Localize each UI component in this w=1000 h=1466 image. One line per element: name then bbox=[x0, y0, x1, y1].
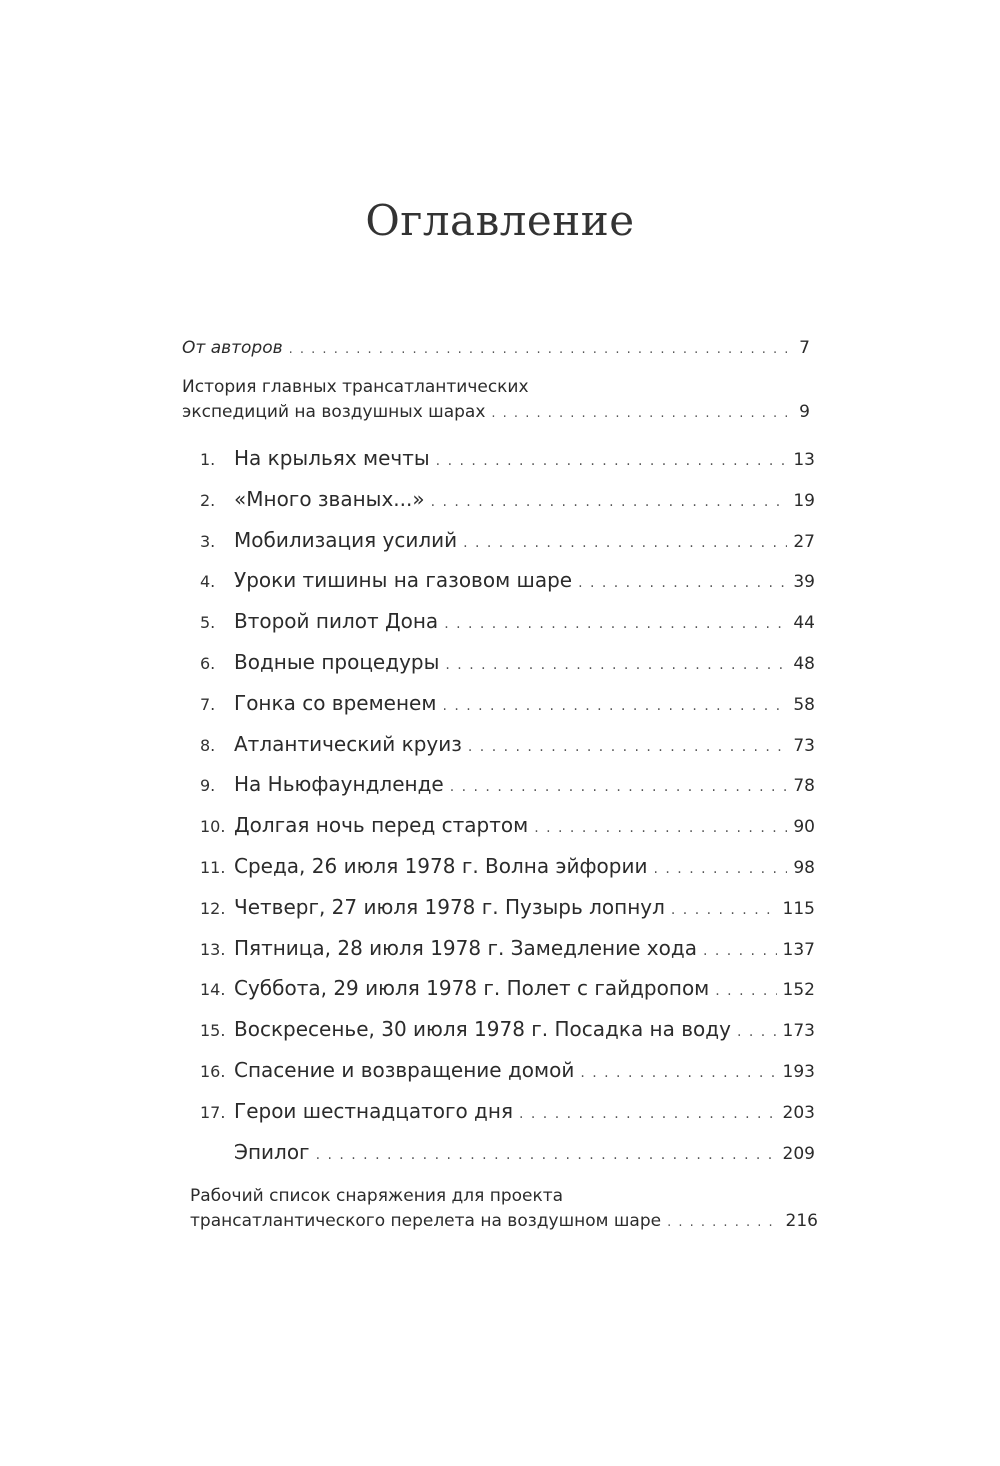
toc-page-number: 216 bbox=[785, 1211, 818, 1231]
chapter-number: 7. bbox=[200, 695, 216, 714]
dot-leader bbox=[445, 657, 787, 673]
toc-chapter-entry[interactable] bbox=[200, 976, 815, 1000]
chapter-number: 5. bbox=[200, 613, 216, 632]
dot-leader bbox=[468, 739, 787, 755]
toc-chapter-entry[interactable] bbox=[200, 1017, 815, 1041]
toc-page-number: 173 bbox=[782, 1021, 815, 1041]
toc-chapter-entry[interactable] bbox=[200, 895, 815, 919]
chapter-title: Воскресенье, 30 июля 1978 г. Посадка на воду bbox=[234, 1017, 731, 1041]
dot-leader bbox=[534, 820, 787, 836]
chapter-title: Четверг, 27 июля 1978 г. Пузырь лопнул bbox=[234, 895, 665, 919]
toc-page-number: 27 bbox=[793, 532, 815, 552]
chapter-title: Эпилог bbox=[234, 1140, 310, 1164]
dot-leader bbox=[431, 494, 788, 510]
chapter-title: Суббота, 29 июля 1978 г. Полет с гайдропом bbox=[234, 976, 710, 1000]
chapter-number: 13. bbox=[200, 940, 226, 959]
toc-entry-history-line2 bbox=[182, 400, 810, 426]
toc-page-number: 203 bbox=[782, 1103, 815, 1123]
chapter-title: «Много званых...» bbox=[234, 487, 425, 511]
chapter-title: Уроки тишины на газовом шаре bbox=[234, 568, 573, 592]
dot-leader bbox=[654, 861, 788, 877]
chapter-title: На крыльях мечты bbox=[234, 446, 430, 470]
chapter-title: Герои шестнадцатого дня bbox=[234, 1099, 513, 1123]
chapter-number: 16. bbox=[200, 1062, 226, 1081]
chapter-number: 14. bbox=[200, 980, 226, 999]
toc-page-number: 90 bbox=[793, 817, 815, 837]
toc-chapter-entry[interactable] bbox=[200, 568, 815, 592]
dot-leader bbox=[442, 698, 787, 714]
toc-entry-label-line1: Рабочий список снаряжения для проекта bbox=[190, 1186, 564, 1206]
chapter-title: Мобилизация усилий bbox=[234, 528, 458, 552]
toc-chapter-entry[interactable] bbox=[200, 813, 815, 837]
toc-chapter-entry[interactable] bbox=[200, 936, 815, 960]
chapter-number: 1. bbox=[200, 450, 216, 469]
dot-leader bbox=[289, 342, 794, 357]
toc-page-number: 152 bbox=[782, 980, 815, 1000]
toc-page-number: 209 bbox=[782, 1144, 815, 1164]
toc-page-number: 78 bbox=[793, 776, 815, 796]
chapter-title: Долгая ночь перед стартом bbox=[234, 813, 529, 837]
toc-chapter-entry[interactable] bbox=[200, 854, 815, 878]
toc-chapter-entry[interactable] bbox=[200, 691, 815, 715]
toc-page-number: 115 bbox=[782, 899, 815, 919]
toc-page-number: 73 bbox=[793, 736, 815, 756]
chapter-title: На Ньюфаундленде bbox=[234, 772, 444, 796]
toc-page-number: 39 bbox=[793, 572, 815, 592]
chapter-number: 11. bbox=[200, 858, 226, 877]
chapter-number: 15. bbox=[200, 1021, 226, 1040]
dot-leader bbox=[703, 943, 777, 959]
toc-chapter-entry[interactable] bbox=[200, 650, 815, 674]
toc-chapter-entry[interactable] bbox=[200, 1058, 815, 1082]
dot-leader bbox=[715, 983, 776, 999]
chapter-number: 3. bbox=[200, 532, 216, 551]
chapter-number: 6. bbox=[200, 654, 216, 673]
chapter-title: Второй пилот Дона bbox=[234, 609, 439, 633]
toc-chapter-entry[interactable] bbox=[200, 772, 815, 796]
chapter-title: Атлантический круиз bbox=[234, 732, 462, 756]
toc-page-number: 48 bbox=[793, 654, 815, 674]
chapter-title: Спасение и возвращение домой bbox=[234, 1058, 575, 1082]
dot-leader bbox=[667, 1210, 779, 1235]
chapter-title: Пятница, 28 июля 1978 г. Замедление хода bbox=[234, 936, 697, 960]
toc-entry-appendix-line2 bbox=[190, 1209, 818, 1235]
toc-chapter-entry[interactable] bbox=[200, 528, 815, 552]
toc-entry-label: От авторов bbox=[182, 338, 283, 358]
toc-page-number: 137 bbox=[782, 940, 815, 960]
toc-entry-from-authors[interactable] bbox=[182, 338, 810, 358]
toc-chapter-entry[interactable] bbox=[200, 732, 815, 756]
chapter-number: 8. bbox=[200, 736, 216, 755]
toc-page-number: 7 bbox=[799, 338, 810, 358]
toc-entry-label-line1: История главных трансатлантических bbox=[182, 377, 529, 397]
toc-page-number: 193 bbox=[782, 1062, 815, 1082]
chapter-number: 17. bbox=[200, 1103, 226, 1122]
toc-chapter-entry[interactable] bbox=[200, 1099, 815, 1123]
toc-chapter-entry[interactable] bbox=[200, 609, 815, 633]
toc-chapter-entry[interactable] bbox=[200, 1140, 815, 1164]
toc-chapter-entry[interactable] bbox=[200, 446, 815, 470]
dot-leader bbox=[450, 779, 788, 795]
page-title: Оглавление bbox=[365, 196, 635, 245]
dot-leader bbox=[463, 535, 787, 551]
dot-leader bbox=[436, 453, 788, 469]
toc-entry-label-line2: экспедиций на воздушных шарах bbox=[182, 402, 486, 422]
dot-leader bbox=[671, 902, 777, 918]
chapter-title: Гонка со временем bbox=[234, 691, 437, 715]
toc-chapter-entry[interactable] bbox=[200, 487, 815, 511]
chapter-title: Среда, 26 июля 1978 г. Волна эйфории bbox=[234, 854, 648, 878]
chapter-number: 2. bbox=[200, 491, 216, 510]
toc-entry-label-line2: трансатлантического перелета на воздушном шаре bbox=[190, 1211, 662, 1231]
chapter-number: 4. bbox=[200, 572, 216, 591]
toc-entry-history[interactable] bbox=[182, 375, 810, 426]
dot-leader bbox=[580, 1065, 776, 1081]
toc-page-number: 98 bbox=[793, 858, 815, 878]
toc-page-number: 58 bbox=[793, 695, 815, 715]
toc-page-number: 19 bbox=[793, 491, 815, 511]
toc-page-number: 44 bbox=[793, 613, 815, 633]
dot-leader bbox=[737, 1024, 777, 1040]
toc-page-number: 9 bbox=[799, 402, 810, 422]
dot-leader bbox=[444, 616, 787, 632]
chapter-title: Водные процедуры bbox=[234, 650, 440, 674]
toc-entry-equipment-list[interactable] bbox=[190, 1184, 818, 1235]
dot-leader bbox=[491, 401, 793, 426]
dot-leader bbox=[519, 1106, 777, 1122]
chapter-number: 9. bbox=[200, 776, 216, 795]
dot-leader bbox=[316, 1147, 777, 1163]
chapter-number: 10. bbox=[200, 817, 226, 836]
dot-leader bbox=[578, 575, 787, 591]
toc-page-number: 13 bbox=[793, 450, 815, 470]
chapter-number: 12. bbox=[200, 899, 226, 918]
